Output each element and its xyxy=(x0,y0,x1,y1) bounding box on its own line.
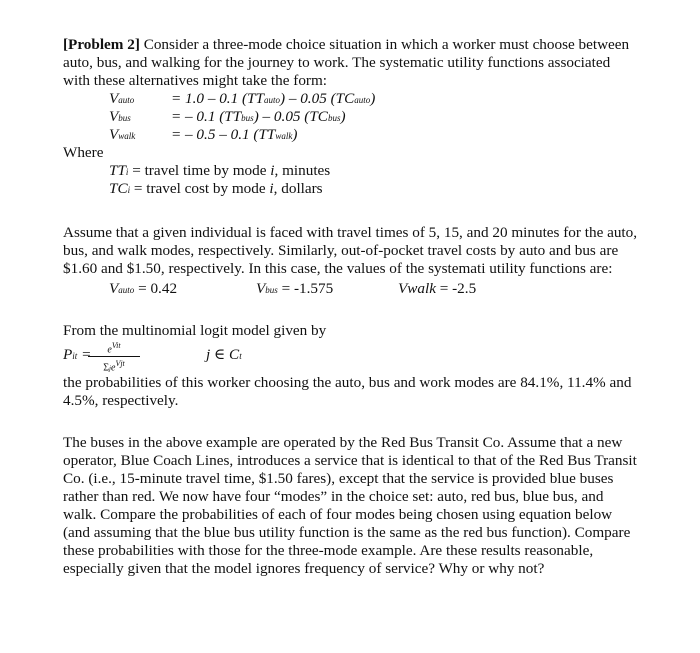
probabilities-paragraph: the probabilities of this worker choosing the auto, bus and work modes are 84.1%, 11.4% and 4.5%, respectively. xyxy=(63,374,632,409)
bus-paragraph: The buses in the above example are operated by the Red Bus Transit Co. Assume that a new operator, Blue Coach Lines, introduces a service that is identical to that of the Red Bus Transit Co. (i.e., 15-minute travel time, $1.50 fares), except that the service is provided blue buses rather than red. We now have four “modes” in the choice set: auto, red bus, blue bus, and walk. Compare the probabilities of each of four modes being chosen using equation below (and assuming that the blue bus utility function is the same as the red bus function). Compare these probabilities with those for the three-mode example. Are these results reasonable, especially given that the model ignores frequency of service? Why or why not? xyxy=(63,434,637,577)
utility-equations xyxy=(63,90,638,144)
where-label: Where xyxy=(63,144,104,161)
logit-formula xyxy=(63,340,638,374)
value-auto: Vauto = 0.42 xyxy=(109,280,178,297)
problem-label: [Problem 2] xyxy=(63,36,140,53)
equation-walk: Vwalk = – 0.5 – 0.1 (TTwalk) xyxy=(109,126,298,143)
formula-lhs: Pit = xyxy=(63,346,92,363)
formula-fraction: $e^{Vit}$ Σje$^{Vjt}$ xyxy=(82,340,146,375)
problem-document xyxy=(63,36,638,578)
definition-travel-cost: TCi = travel cost by mode i, dollars xyxy=(109,180,323,197)
definition-travel-time: TTi = travel time by mode i, minutes xyxy=(109,162,331,179)
utility-values xyxy=(63,280,638,300)
problem-intro xyxy=(63,36,638,90)
assume-paragraph: Assume that a given individual is faced with travel times of 5, 15, and 20 minutes for the auto, bus, and walk modes, respectively. Similarly, out-of-pocket travel costs by auto and bus are $1.60 and $1.50, respectively. In this case, the values of the systemati utility functions are: xyxy=(63,224,638,277)
formula-condition: j ∈ Ct xyxy=(206,346,242,363)
value-walk: Vwalk = -2.5 xyxy=(398,280,477,297)
value-bus: Vbus = -1.575 xyxy=(256,280,334,297)
equation-auto: Vauto = 1.0 – 0.1 (TTauto) – 0.05 (TCauto) xyxy=(109,90,376,107)
equation-bus: Vbus = – 0.1 (TTbus) – 0.05 (TCbus) xyxy=(109,108,346,125)
mnl-intro: From the multinomial logit model given by xyxy=(63,322,327,339)
intro-text: Consider a three-mode choice situation in which a worker must choose between auto, bus, and walking for the journey to work. The systematic utility functions associated with these alternatives might take the form: xyxy=(63,36,630,89)
